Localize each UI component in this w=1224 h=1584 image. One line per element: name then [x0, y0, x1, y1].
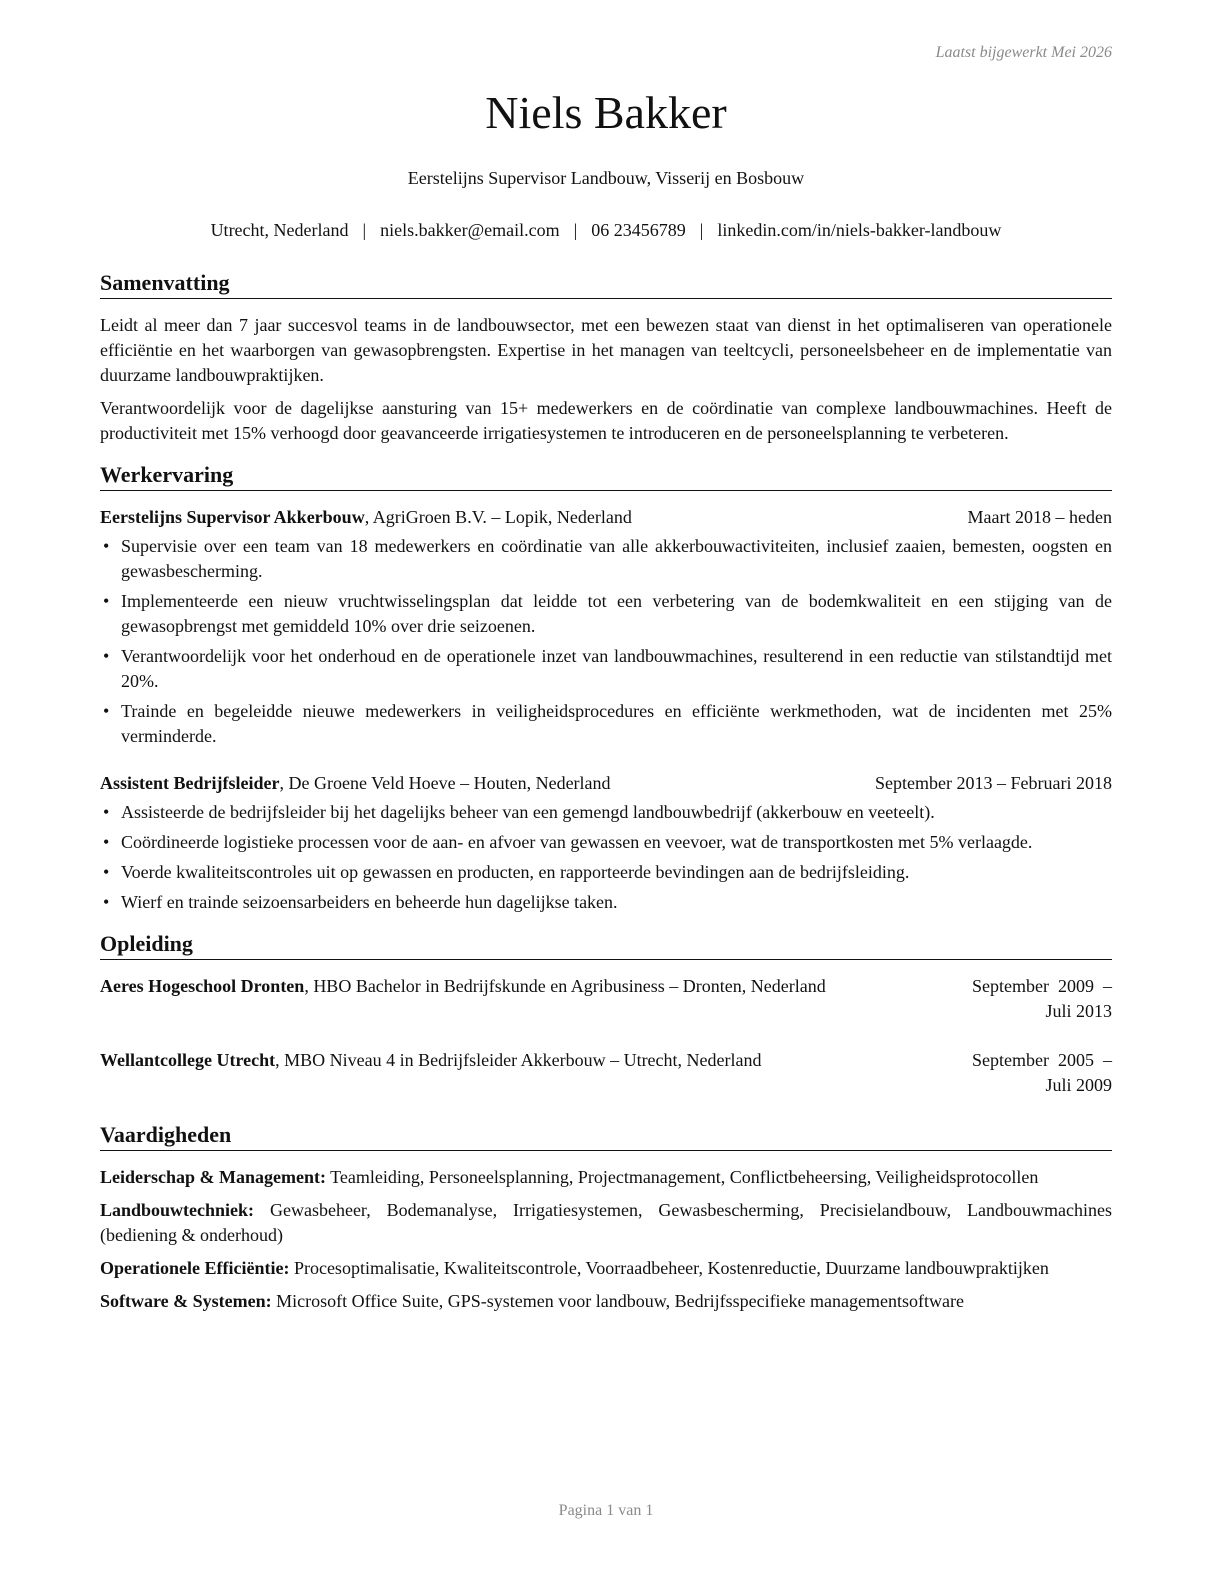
- education-school: Aeres Hogeschool Dronten: [100, 976, 305, 996]
- skill-label: Operationele Efficiëntie:: [100, 1258, 290, 1278]
- skills-section: [100, 1122, 1112, 1314]
- contact-email[interactable]: niels.bakker@email.com: [380, 220, 560, 240]
- job-bullet: • Assisteerde de bedrijfsleider bij het dagelijks beheer van een gemengd landbouwbedrijf (akkerbouw en veeteelt).: [100, 800, 1112, 825]
- job-company: , De Groene Veld Hoeve – Houten, Nederland: [279, 773, 611, 793]
- job-header: [100, 771, 1112, 796]
- job-company: , AgriGroen B.V. – Lopik, Nederland: [364, 507, 632, 527]
- contact-line: [80, 220, 1132, 241]
- skill-row: [100, 1289, 1112, 1314]
- skill-value: Gewasbeheer, Bodemanalyse, Irrigatiesystemen, Gewasbescherming, Precisielandbouw, Landbouwmachines (bediening & onderhoud): [100, 1200, 1112, 1245]
- contact-separator: |: [699, 220, 704, 240]
- education-entry: [100, 974, 1112, 1024]
- summary-paragraph: Leidt al meer dan 7 jaar succesvol teams in de landbouwsector, met een bewezen staat van dienst in het optimaliseren van operationele efficiëntie en het waarborgen van gewasopbrengsten. Expertise in het managen van teeltcycli, personeelsbeheer en de implementatie van duurzame landbouwpraktijken.: [100, 315, 1112, 385]
- resume-page: [100, 0, 1112, 1584]
- skill-label: Leiderschap & Management:: [100, 1167, 326, 1187]
- education-dates: September 2009 – Juli 2013: [972, 976, 1112, 1021]
- job-dates: September 2013 – Februari 2018: [875, 773, 1112, 793]
- job-bullet: • Wierf en trainde seizoensarbeiders en beheerde hun dagelijkse taken.: [100, 890, 1112, 915]
- job-bullet: • Implementeerde een nieuw vruchtwisselingsplan dat leidde tot een verbetering van de bodemkwaliteit en een stijging van de gewasopbrengst met gemiddeld 10% over drie seizoenen.: [100, 589, 1112, 639]
- contact-separator: |: [573, 220, 578, 240]
- skill-value: Teamleiding, Personeelsplanning, Projectmanagement, Conflictbeheersing, Veiligheidsprotocollen: [325, 1167, 1039, 1187]
- section-heading: Vaardigheden: [100, 1122, 1112, 1151]
- summary-section: [100, 270, 1112, 446]
- section-heading: Opleiding: [100, 931, 1112, 960]
- experience-section: [100, 462, 1112, 915]
- job-entry: [100, 771, 1112, 915]
- education-school: Wellantcollege Utrecht: [100, 1050, 276, 1070]
- skill-label: Software & Systemen:: [100, 1291, 272, 1311]
- section-heading: Werkervaring: [100, 462, 1112, 491]
- education-entry: [100, 1048, 1112, 1098]
- job-bullets: [100, 800, 1112, 915]
- job-bullet: • Trainde en begeleidde nieuwe medewerkers in veiligheidsprocedures en efficiënte werkmethoden, wat de incidenten met 25% verminderde.: [100, 699, 1112, 749]
- job-bullet: • Supervisie over een team van 18 medewerkers en coördinatie van alle akkerbouwactiviteiten, inclusief zaaien, bemesten, oogsten en gewasbescherming.: [100, 534, 1112, 584]
- last-updated: Laatst bijgewerkt Mei 2026: [935, 44, 1112, 61]
- job-dates: Maart 2018 – heden: [967, 507, 1112, 527]
- job-entry: [100, 505, 1112, 749]
- skill-row: [100, 1198, 1112, 1248]
- education-detail: , MBO Niveau 4 in Bedrijfsleider Akkerbouw – Utrecht, Nederland: [275, 1050, 762, 1070]
- candidate-name: Niels Bakker: [485, 87, 727, 138]
- contact-separator: |: [362, 220, 367, 240]
- job-bullets: [100, 534, 1112, 749]
- skill-row: [100, 1165, 1112, 1190]
- contact-linkedin[interactable]: linkedin.com/in/niels-bakker-landbouw: [717, 220, 1002, 240]
- education-detail: , HBO Bachelor in Bedrijfskunde en Agribusiness – Dronten, Nederland: [304, 976, 826, 996]
- contact-phone: 06 23456789: [591, 220, 686, 240]
- job-bullet: • Coördineerde logistieke processen voor de aan- en afvoer van gewassen en veevoer, wat de transportkosten met 5% verlaagde.: [100, 830, 1112, 855]
- summary-paragraph: Verantwoordelijk voor de dagelijkse aansturing van 15+ medewerkers en de coördinatie van complexe landbouwmachines. Heeft de productiviteit met 15% verhoogd door geavanceerde irrigatiesystemen te introduceren en de personeelsplanning te verbeteren.: [100, 398, 1112, 443]
- education-dates: September 2005 – Juli 2009: [972, 1050, 1112, 1095]
- skill-value: Microsoft Office Suite, GPS-systemen voor landbouw, Bedrijfsspecifieke managementsoftware: [271, 1291, 964, 1311]
- skill-row: [100, 1256, 1112, 1281]
- job-bullet: • Voerde kwaliteitscontroles uit op gewassen en producten, en rapporteerde bevindingen aan de bedrijfsleiding.: [100, 860, 1112, 885]
- section-heading: Samenvatting: [100, 270, 1112, 299]
- candidate-title: Eerstelijns Supervisor Landbouw, Visserij en Bosbouw: [407, 168, 805, 188]
- skill-value: Procesoptimalisatie, Kwaliteitscontrole, Voorraadbeheer, Kostenreductie, Duurzame landbouwpraktijken: [289, 1258, 1049, 1278]
- education-section: [100, 931, 1112, 1098]
- contact-location: Utrecht, Nederland: [210, 220, 349, 240]
- job-bullet: • Verantwoordelijk voor het onderhoud en de operationele inzet van landbouwmachines, resulterend in een reductie van stilstandtijd met 20%.: [100, 644, 1112, 694]
- resume-content: [100, 270, 1112, 1330]
- job-role: Eerstelijns Supervisor Akkerbouw: [100, 507, 365, 527]
- page-number: Pagina 1 van 1: [558, 1502, 654, 1519]
- skill-label: Landbouwtechniek:: [100, 1200, 255, 1220]
- job-role: Assistent Bedrijfsleider: [100, 773, 280, 793]
- job-header: [100, 505, 1112, 530]
